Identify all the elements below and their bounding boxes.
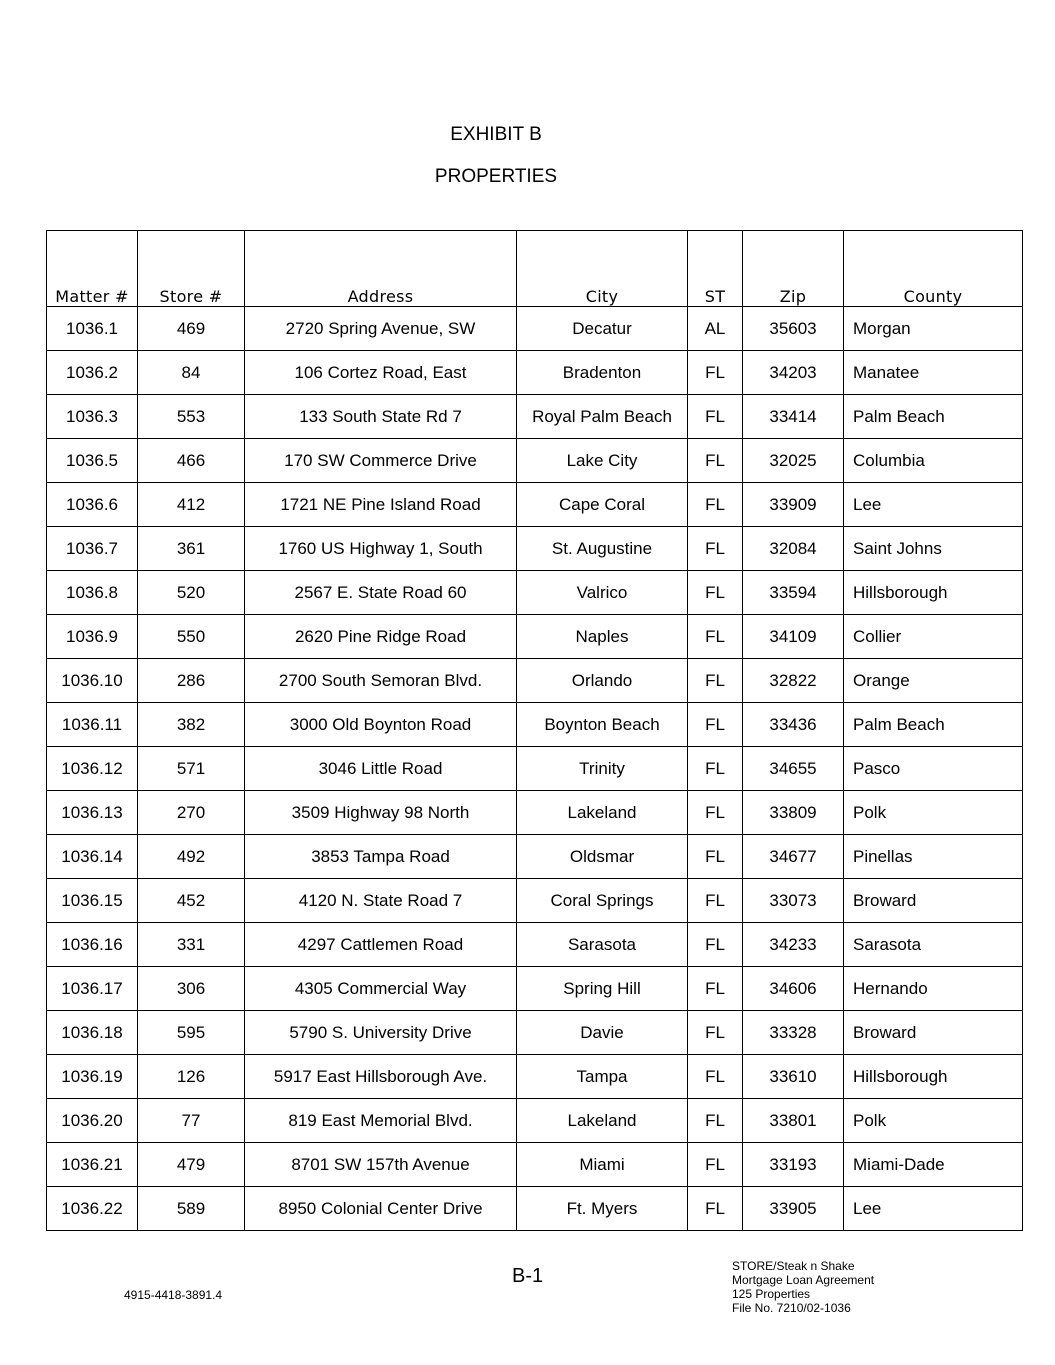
matter-cell: 1036.16 [47, 923, 138, 967]
store-cell: 306 [138, 967, 245, 1011]
col-header-matter: Matter # [47, 231, 138, 307]
footer-line: Mortgage Loan Agreement [732, 1273, 875, 1287]
zip-cell: 33610 [743, 1055, 844, 1099]
zip-cell: 33328 [743, 1011, 844, 1055]
city-cell: Decatur [517, 307, 688, 351]
table-row [47, 967, 1023, 1011]
matter-cell: 1036.8 [47, 571, 138, 615]
table-row [47, 1055, 1023, 1099]
address-cell: 8701 SW 157th Avenue [245, 1143, 517, 1187]
city-cell: Trinity [517, 747, 688, 791]
city-cell: Boynton Beach [517, 703, 688, 747]
col-header-city: City [517, 231, 688, 307]
table-row [47, 483, 1023, 527]
county-cell: Palm Beach [844, 395, 1023, 439]
state-cell: FL [688, 527, 743, 571]
matter-cell: 1036.9 [47, 615, 138, 659]
table-row [47, 1143, 1023, 1187]
store-cell: 469 [138, 307, 245, 351]
matter-cell: 1036.14 [47, 835, 138, 879]
city-cell: Coral Springs [517, 879, 688, 923]
city-cell: Lakeland [517, 791, 688, 835]
state-cell: FL [688, 835, 743, 879]
col-header-address: Address [245, 231, 517, 307]
county-cell: Saint Johns [844, 527, 1023, 571]
matter-cell: 1036.2 [47, 351, 138, 395]
table-row [47, 835, 1023, 879]
address-cell: 106 Cortez Road, East [245, 351, 517, 395]
store-cell: 270 [138, 791, 245, 835]
zip-cell: 32822 [743, 659, 844, 703]
county-cell: Orange [844, 659, 1023, 703]
zip-cell: 34203 [743, 351, 844, 395]
state-cell: FL [688, 659, 743, 703]
state-cell: FL [688, 351, 743, 395]
matter-cell: 1036.1 [47, 307, 138, 351]
footer-line: STORE/Steak n Shake [732, 1259, 855, 1273]
address-cell: 819 East Memorial Blvd. [245, 1099, 517, 1143]
table-row [47, 527, 1023, 571]
county-cell: Columbia [844, 439, 1023, 483]
state-cell: FL [688, 703, 743, 747]
matter-cell: 1036.6 [47, 483, 138, 527]
county-cell: Lee [844, 483, 1023, 527]
address-cell: 170 SW Commerce Drive [245, 439, 517, 483]
address-cell: 5917 East Hillsborough Ave. [245, 1055, 517, 1099]
store-cell: 286 [138, 659, 245, 703]
zip-cell: 33414 [743, 395, 844, 439]
footer-line: 125 Properties [732, 1287, 811, 1301]
table-header-row [47, 231, 1023, 307]
state-cell: FL [688, 747, 743, 791]
footer-reference [732, 1259, 874, 1315]
address-cell: 3000 Old Boynton Road [245, 703, 517, 747]
county-cell: Palm Beach [844, 703, 1023, 747]
matter-cell: 1036.3 [47, 395, 138, 439]
county-cell: Hillsborough [844, 571, 1023, 615]
zip-cell: 34606 [743, 967, 844, 1011]
matter-cell: 1036.12 [47, 747, 138, 791]
city-cell: Orlando [517, 659, 688, 703]
city-cell: Tampa [517, 1055, 688, 1099]
store-cell: 331 [138, 923, 245, 967]
zip-cell: 33809 [743, 791, 844, 835]
zip-cell: 32025 [743, 439, 844, 483]
matter-cell: 1036.17 [47, 967, 138, 1011]
state-cell: FL [688, 395, 743, 439]
matter-cell: 1036.13 [47, 791, 138, 835]
store-cell: 479 [138, 1143, 245, 1187]
table-row [47, 395, 1023, 439]
page-number: B-1 [512, 1265, 544, 1287]
zip-cell: 33909 [743, 483, 844, 527]
city-cell: Miami [517, 1143, 688, 1187]
address-cell: 4297 Cattlemen Road [245, 923, 517, 967]
properties-heading: PROPERTIES [434, 166, 558, 187]
matter-cell: 1036.7 [47, 527, 138, 571]
state-cell: FL [688, 1187, 743, 1231]
properties-table [46, 230, 1023, 1231]
state-cell: FL [688, 439, 743, 483]
state-cell: FL [688, 1055, 743, 1099]
table-row [47, 1099, 1023, 1143]
county-cell: Broward [844, 1011, 1023, 1055]
city-cell: Naples [517, 615, 688, 659]
zip-cell: 33193 [743, 1143, 844, 1187]
table-row [47, 923, 1023, 967]
city-cell: Ft. Myers [517, 1187, 688, 1231]
matter-cell: 1036.22 [47, 1187, 138, 1231]
address-cell: 1760 US Highway 1, South [245, 527, 517, 571]
zip-cell: 33436 [743, 703, 844, 747]
document-id: 4915-4418-3891.4 [124, 1288, 223, 1302]
state-cell: FL [688, 879, 743, 923]
store-cell: 492 [138, 835, 245, 879]
store-cell: 412 [138, 483, 245, 527]
city-cell: Valrico [517, 571, 688, 615]
matter-cell: 1036.21 [47, 1143, 138, 1187]
matter-cell: 1036.20 [47, 1099, 138, 1143]
table-row [47, 615, 1023, 659]
zip-cell: 33594 [743, 571, 844, 615]
county-cell: Broward [844, 879, 1023, 923]
county-cell: Hillsborough [844, 1055, 1023, 1099]
county-cell: Manatee [844, 351, 1023, 395]
col-header-county: County [844, 231, 1023, 307]
state-cell: FL [688, 1143, 743, 1187]
address-cell: 1721 NE Pine Island Road [245, 483, 517, 527]
city-cell: Bradenton [517, 351, 688, 395]
address-cell: 3046 Little Road [245, 747, 517, 791]
address-cell: 3509 Highway 98 North [245, 791, 517, 835]
table-row [47, 659, 1023, 703]
city-cell: Sarasota [517, 923, 688, 967]
address-cell: 8950 Colonial Center Drive [245, 1187, 517, 1231]
zip-cell: 32084 [743, 527, 844, 571]
county-cell: Pinellas [844, 835, 1023, 879]
address-cell: 5790 S. University Drive [245, 1011, 517, 1055]
state-cell: FL [688, 967, 743, 1011]
store-cell: 466 [138, 439, 245, 483]
table-row [47, 307, 1023, 351]
state-cell: FL [688, 483, 743, 527]
zip-cell: 33073 [743, 879, 844, 923]
store-cell: 520 [138, 571, 245, 615]
address-cell: 2720 Spring Avenue, SW [245, 307, 517, 351]
table-row [47, 703, 1023, 747]
store-cell: 361 [138, 527, 245, 571]
store-cell: 553 [138, 395, 245, 439]
matter-cell: 1036.11 [47, 703, 138, 747]
table-row [47, 791, 1023, 835]
county-cell: Lee [844, 1187, 1023, 1231]
address-cell: 3853 Tampa Road [245, 835, 517, 879]
zip-cell: 33905 [743, 1187, 844, 1231]
city-cell: Lakeland [517, 1099, 688, 1143]
exhibit-title: EXHIBIT B [450, 124, 542, 145]
city-cell: Spring Hill [517, 967, 688, 1011]
matter-cell: 1036.5 [47, 439, 138, 483]
county-cell: Polk [844, 791, 1023, 835]
address-cell: 2620 Pine Ridge Road [245, 615, 517, 659]
table-row [47, 571, 1023, 615]
county-cell: Hernando [844, 967, 1023, 1011]
zip-cell: 34677 [743, 835, 844, 879]
city-cell: St. Augustine [517, 527, 688, 571]
county-cell: Miami-Dade [844, 1143, 1023, 1187]
address-cell: 4305 Commercial Way [245, 967, 517, 1011]
zip-cell: 34655 [743, 747, 844, 791]
city-cell: Oldsmar [517, 835, 688, 879]
address-cell: 133 South State Rd 7 [245, 395, 517, 439]
store-cell: 126 [138, 1055, 245, 1099]
address-cell: 4120 N. State Road 7 [245, 879, 517, 923]
col-header-store: Store # [138, 231, 245, 307]
city-cell: Cape Coral [517, 483, 688, 527]
store-cell: 77 [138, 1099, 245, 1143]
state-cell: FL [688, 1099, 743, 1143]
zip-cell: 34109 [743, 615, 844, 659]
county-cell: Collier [844, 615, 1023, 659]
store-cell: 571 [138, 747, 245, 791]
table-row [47, 1011, 1023, 1055]
county-cell: Morgan [844, 307, 1023, 351]
table-row [47, 879, 1023, 923]
state-cell: AL [688, 307, 743, 351]
table-row [47, 351, 1023, 395]
zip-cell: 34233 [743, 923, 844, 967]
address-cell: 2700 South Semoran Blvd. [245, 659, 517, 703]
state-cell: FL [688, 1011, 743, 1055]
store-cell: 452 [138, 879, 245, 923]
county-cell: Pasco [844, 747, 1023, 791]
table-row [47, 1187, 1023, 1231]
store-cell: 382 [138, 703, 245, 747]
state-cell: FL [688, 571, 743, 615]
zip-cell: 33801 [743, 1099, 844, 1143]
address-cell: 2567 E. State Road 60 [245, 571, 517, 615]
state-cell: FL [688, 615, 743, 659]
store-cell: 84 [138, 351, 245, 395]
county-cell: Polk [844, 1099, 1023, 1143]
county-cell: Sarasota [844, 923, 1023, 967]
city-cell: Davie [517, 1011, 688, 1055]
state-cell: FL [688, 923, 743, 967]
store-cell: 595 [138, 1011, 245, 1055]
zip-cell: 35603 [743, 307, 844, 351]
city-cell: Royal Palm Beach [517, 395, 688, 439]
store-cell: 550 [138, 615, 245, 659]
matter-cell: 1036.19 [47, 1055, 138, 1099]
store-cell: 589 [138, 1187, 245, 1231]
state-cell: FL [688, 791, 743, 835]
table-body [47, 307, 1023, 1231]
col-header-zip: Zip [743, 231, 844, 307]
table-row [47, 439, 1023, 483]
matter-cell: 1036.15 [47, 879, 138, 923]
city-cell: Lake City [517, 439, 688, 483]
matter-cell: 1036.18 [47, 1011, 138, 1055]
matter-cell: 1036.10 [47, 659, 138, 703]
col-header-state: ST [688, 231, 743, 307]
table-row [47, 747, 1023, 791]
footer-line: File No. 7210/02-1036 [732, 1301, 851, 1315]
